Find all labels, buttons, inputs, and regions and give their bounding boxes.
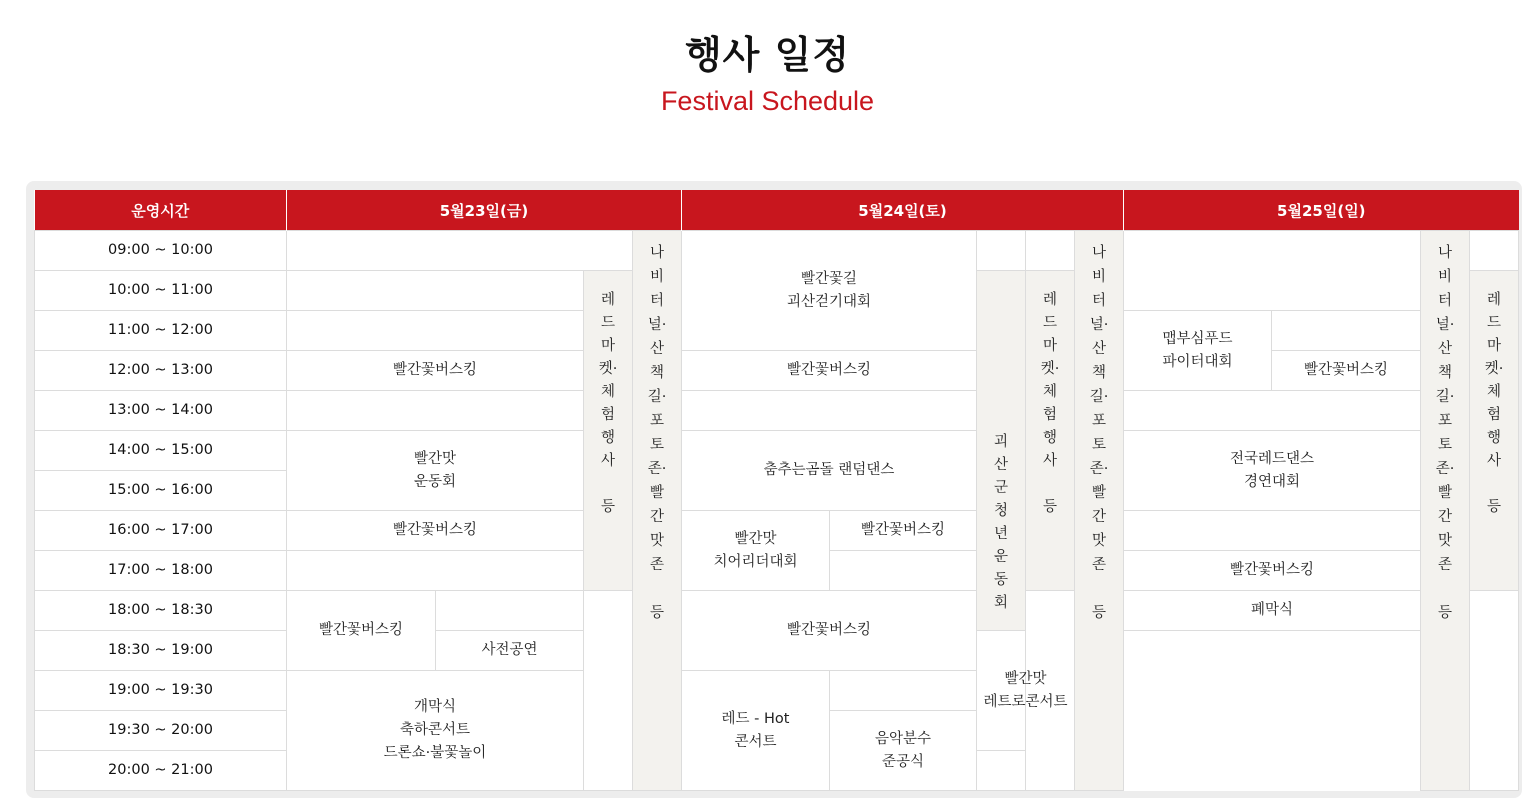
empty-cell	[977, 231, 1026, 271]
empty-cell	[1470, 591, 1519, 791]
day3-busking-a: 빨간꽃버스킹	[1272, 351, 1421, 391]
time-cell: 18:00 ~ 18:30	[35, 591, 287, 631]
day2-busking-b: 빨간꽃버스킹	[830, 511, 977, 551]
table-row	[35, 671, 1519, 711]
empty-cell	[287, 551, 584, 591]
table-row	[35, 391, 1519, 431]
empty-cell	[1026, 231, 1075, 271]
header-time: 운영시간	[35, 190, 287, 231]
table-row	[35, 431, 1519, 471]
day1-opening: 개막식 축하콘서트 드론쇼·불꽃놀이	[287, 671, 584, 791]
day3-dance-contest: 전국레드댄스 경연대회	[1124, 431, 1421, 511]
empty-cell	[287, 391, 584, 431]
table-row	[35, 591, 1519, 631]
time-cell: 11:00 ~ 12:00	[35, 311, 287, 351]
day1-preshow: 사전공연	[436, 631, 584, 671]
day2-random-dance: 춤추는곰돌 랜덤댄스	[682, 431, 977, 511]
header-row	[35, 190, 1519, 231]
day1-busking-c: 빨간꽃버스킹	[287, 591, 436, 671]
header-day3: 5월25일(일)	[1124, 190, 1519, 231]
empty-cell	[287, 271, 584, 311]
empty-cell	[1124, 391, 1421, 431]
empty-cell	[977, 751, 1075, 791]
header-day1: 5월23일(금)	[287, 190, 682, 231]
time-cell: 10:00 ~ 11:00	[35, 271, 287, 311]
time-cell: 15:00 ~ 16:00	[35, 471, 287, 511]
day3-red-market: 레드마켓·체험행사 등	[1470, 271, 1519, 591]
time-cell: 09:00 ~ 10:00	[35, 231, 287, 271]
table-row	[35, 511, 1519, 551]
empty-cell	[287, 231, 633, 271]
day2-fountain: 음악분수 준공식	[830, 711, 977, 791]
day3-food-fighter: 맵부심푸드 파이터대회	[1124, 311, 1272, 391]
schedule-table	[34, 190, 1519, 791]
header-day2: 5월24일(토)	[682, 190, 1124, 231]
empty-cell	[584, 591, 633, 791]
empty-cell	[1272, 311, 1421, 351]
day2-butterfly-zone: 나비터널·산책길·포토존·빨간맛존 등	[1075, 231, 1124, 791]
empty-cell	[436, 591, 584, 631]
time-cell: 17:00 ~ 18:00	[35, 551, 287, 591]
time-cell: 14:00 ~ 15:00	[35, 431, 287, 471]
day2-walking-event: 빨간꽃길 괴산걷기대회	[682, 231, 977, 351]
day1-sports-day: 빨간맛 운동회	[287, 431, 584, 511]
time-cell: 16:00 ~ 17:00	[35, 511, 287, 551]
page-subtitle: Festival Schedule	[660, 86, 875, 116]
time-cell: 13:00 ~ 14:00	[35, 391, 287, 431]
empty-cell	[287, 311, 584, 351]
day1-butterfly-zone: 나비터널·산책길·포토존·빨간맛존 등	[633, 231, 682, 791]
page-title: 행사 일정	[684, 33, 851, 77]
day2-hot-concert: 레드 - Hot 콘서트	[682, 671, 830, 791]
day2-busking-a: 빨간꽃버스킹	[682, 351, 977, 391]
empty-cell	[1124, 511, 1421, 551]
day2-cheerleader: 빨간맛 치어리더대회	[682, 511, 830, 591]
day1-red-market: 레드마켓·체험행사 등	[584, 271, 633, 591]
empty-cell	[1470, 231, 1519, 271]
day2-busking-c: 빨간꽃버스킹	[682, 591, 977, 671]
empty-cell	[830, 551, 977, 591]
day3-closing: 폐막식	[1124, 591, 1421, 631]
day3-butterfly-zone: 나비터널·산책길·포토존·빨간맛존 등	[1421, 231, 1470, 791]
day1-busking-a: 빨간꽃버스킹	[287, 351, 584, 391]
empty-cell	[682, 391, 977, 431]
time-cell: 12:00 ~ 13:00	[35, 351, 287, 391]
time-cell: 19:30 ~ 20:00	[35, 711, 287, 751]
day3-busking-b: 빨간꽃버스킹	[1124, 551, 1421, 591]
table-row	[35, 231, 1519, 271]
day2-youth-sports: 괴산군청년운동회	[977, 271, 1026, 631]
time-cell: 18:30 ~ 19:00	[35, 631, 287, 671]
table-row	[35, 351, 1519, 391]
time-cell: 19:00 ~ 19:30	[35, 671, 287, 711]
empty-cell	[1124, 231, 1421, 311]
day1-busking-b: 빨간꽃버스킹	[287, 511, 584, 551]
empty-cell	[830, 671, 977, 711]
day2-red-market: 레드마켓·체험행사 등	[1026, 271, 1075, 591]
day3-retro-concert: 빨간맛 레트로콘서트	[977, 631, 1075, 751]
time-cell: 20:00 ~ 21:00	[35, 751, 287, 791]
